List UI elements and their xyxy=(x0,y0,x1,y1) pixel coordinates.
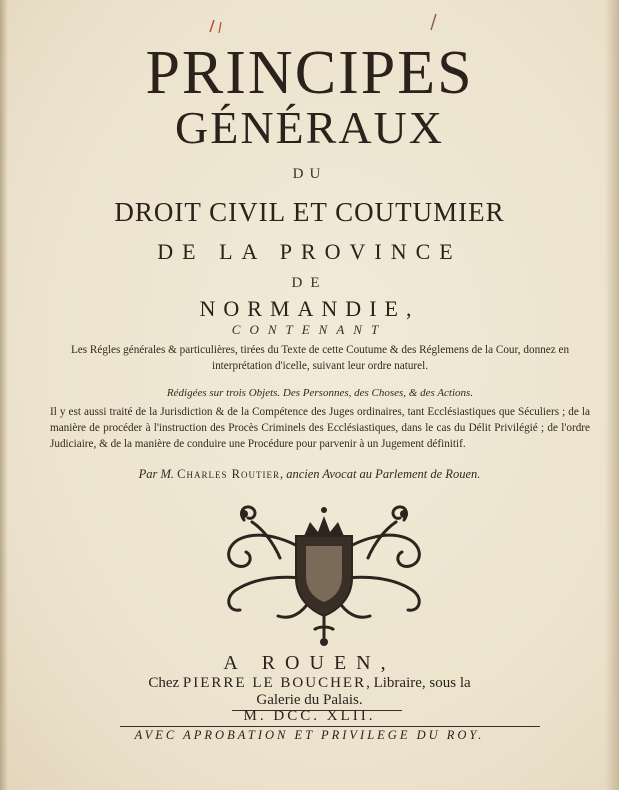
imprint-chez: Chez xyxy=(148,675,180,691)
description-jurisdiction: Il y est aussi traité de la Jurisdiction & de la Compétence des Juges ordinaires, tant Ecclésiastiques que Séculiers ; de la manière de procéder à l'instruction des Procès Criminels des Ecclésiastiques, dans le cas du Délit Privilégié ; de l'ordre Judiciaire, & de la manière de conduire une Procédure pour parvenir à un Jugement définitif. xyxy=(50,406,590,450)
rule-below-date xyxy=(120,726,540,727)
contenant-label: CONTENANT xyxy=(231,322,388,337)
title-normandie: NORMANDIE, xyxy=(199,296,420,321)
printers-ornament-icon xyxy=(214,500,434,648)
imprint-libraire: , Libraire, sous la xyxy=(366,675,471,691)
author-par: Par M. xyxy=(138,467,175,481)
imprint-galerie: Galerie du Palais. xyxy=(256,692,363,708)
title-principes: PRINCIPES xyxy=(145,39,474,107)
title-du: DU xyxy=(292,166,327,182)
imprint-approbation: AVEC APROBATION ET PRIVILEGE DU ROY. xyxy=(134,728,485,742)
title-de: DE xyxy=(291,275,328,291)
imprint-publisher: PIERRE LE BOUCHER xyxy=(182,675,367,691)
description-objects: Rédigées sur trois Objets. Des Personnes, des Choses, & des Actions. xyxy=(166,387,474,399)
description-rules: Les Régles générales & particulières, tirées du Texte de cette Coutume & des Réglemens de la Cour, donnez en interprétation d'icelle, suivant leur ordre naturel. xyxy=(70,344,570,372)
title-province: DE LA PROVINCE xyxy=(157,239,462,264)
imprint-city: A ROUEN, xyxy=(223,652,396,674)
title-droit-civil: DROIT CIVIL ET COUTUMIER xyxy=(114,197,505,227)
imprint-year: M. DCC. XLII. xyxy=(243,708,376,724)
imprint-publisher-line xyxy=(0,675,619,692)
handwritten-marks-icon xyxy=(205,8,445,38)
author-line xyxy=(0,467,619,482)
author-role: , ancien Avocat au Parlement de Rouen. xyxy=(279,467,481,481)
author-name: Charles Routier xyxy=(177,467,280,481)
title-generaux: GÉNÉRAUX xyxy=(175,102,444,153)
